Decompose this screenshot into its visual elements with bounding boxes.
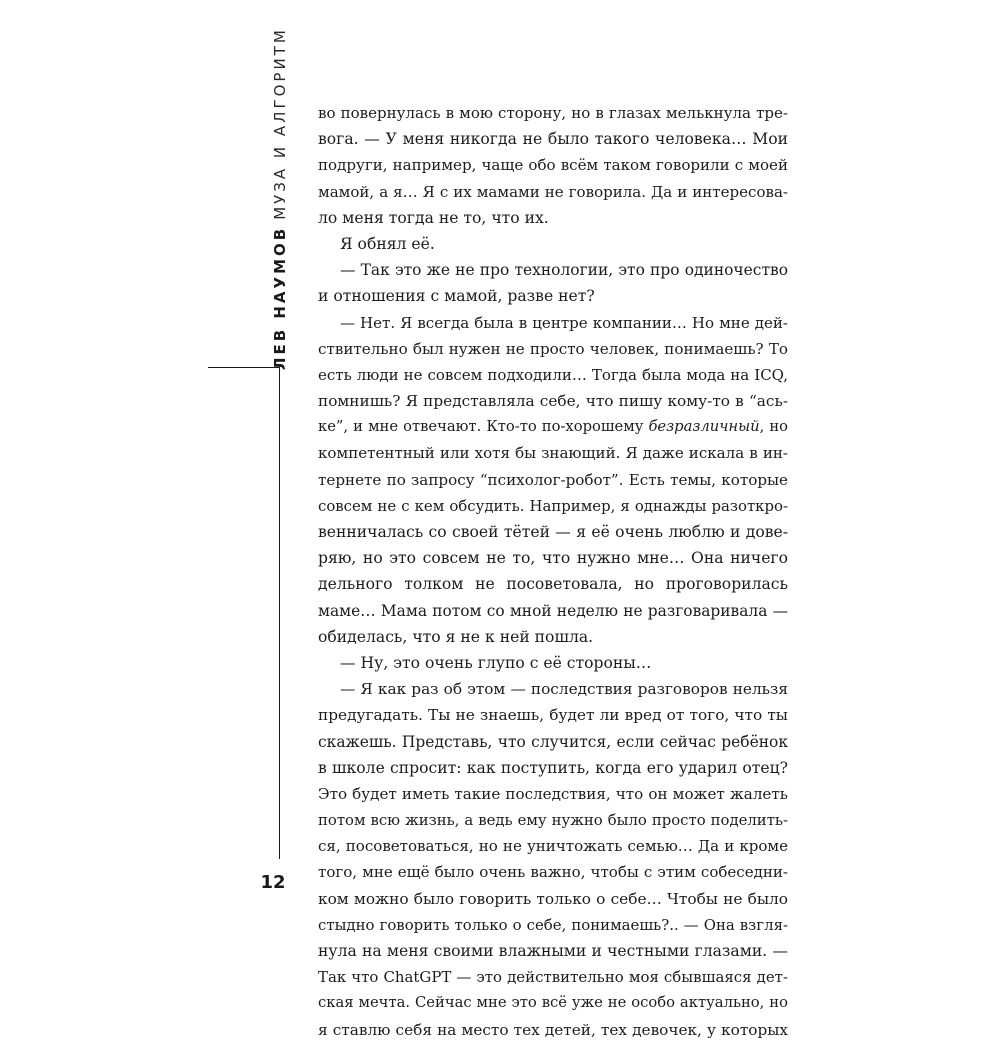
text-line: и отношения с мамой, разве нет? [318,287,595,306]
text-line: ская мечта. Сейчас мне это всё уже не особо актуально, но [318,994,788,1012]
body-text [318,100,788,1043]
text-line: маме… Мама потом со мной неделю не разговаривала — [318,601,788,620]
text-line: стыдно говорить только о себе, понимаешь?.. — Она взгля- [318,915,788,934]
page-number: 12 [260,872,286,893]
text-line: совсем не с кем обсудить. Например, я однажды разоткро- [318,496,788,515]
text-line: тернете по запросу “психолог-робот”. Есть темы, которые [318,470,788,489]
text-line: помнишь? Я представляла себе, что пишу кому-то в “ась- [318,392,788,411]
text-line: того, мне ещё было очень важно, чтобы с этим собеседни- [318,863,788,882]
text-line: компетентный или хотя бы знающий. Я даже искала в ин- [318,444,788,463]
text-line: в школе спросит: как поступить, когда его ударил отец? [318,758,788,777]
text-line [318,414,788,440]
text-line: — Нет. Я всегда была в центре компании… Но мне дей- [340,313,788,332]
text-segment: ке”, и мне отвечают. Кто-то по-хорошему [318,418,649,436]
text-line: есть люди не совсем подходили… Тогда была мода на ICQ, [318,365,788,384]
text-line: потом всю жизнь, а ведь ему нужно было просто поделить- [318,811,788,830]
text-line: ся, посоветоваться, но не уничтожать семью… Да и кроме [318,837,788,856]
text-line: дельного толком не посоветовала, но проговорилась [318,575,788,594]
text-line: предугадать. Ты не знаешь, будет ли вред от того, что ты [318,706,788,725]
text-line: ствительно был нужен не просто человек, понимаешь? То [318,339,788,358]
text-line: — Так это же не про технологии, это про одиночество [340,261,788,280]
text-line: вога. — У меня никогда не было такого человека… Мои [318,130,788,149]
text-line: мамой, а я… Я с их мамами не говорила. Да и интересова- [318,182,788,201]
running-head-text [271,27,289,370]
text-segment: , но [759,418,789,436]
text-line: подруги, например, чаще обо всём таком говорили с моей [318,156,788,175]
text-line: ком можно было говорить только о себе… Чтобы не было [318,889,788,908]
text-line: нула на меня своими влажными и честными глазами. — [318,942,788,960]
text-line: во повернулась в мою сторону, но в глазах мелькнула тре- [318,104,788,122]
text-line: скажешь. Представь, что случится, если сейчас ребёнок [318,732,788,751]
margin-rule-vertical [279,367,280,859]
book-title: МУЗА И АЛГОРИТМ [271,27,289,220]
text-line: я ставлю себя на место тех детей, тех девочек, у которых [318,1020,788,1039]
text-line: обиделась, что я не к ней пошла. [318,627,594,646]
text-line: Это будет иметь такие последствия, что он может жалеть [318,784,788,803]
text-line: венничалась со своей тётей — я её очень люблю и дове- [318,523,788,541]
text-line: Я обнял её. [340,234,435,253]
margin-rule-horizontal [208,367,280,368]
text-line: ло меня тогда не то, что их. [318,208,549,227]
text-line: — Ну, это очень глупо с её стороны… [340,653,652,672]
italic-word: безразличный [648,418,760,436]
text-line: — Я как раз об этом — последствия разговоров нельзя [340,680,788,699]
text-line: Так что ChatGPT — это действительно моя сбывшаяся дет- [318,968,788,987]
author-name: ЛЕВ НАУМОВ [271,225,289,370]
text-line: ряю, но это совсем не то, что нужно мне… Она ничего [318,549,788,568]
